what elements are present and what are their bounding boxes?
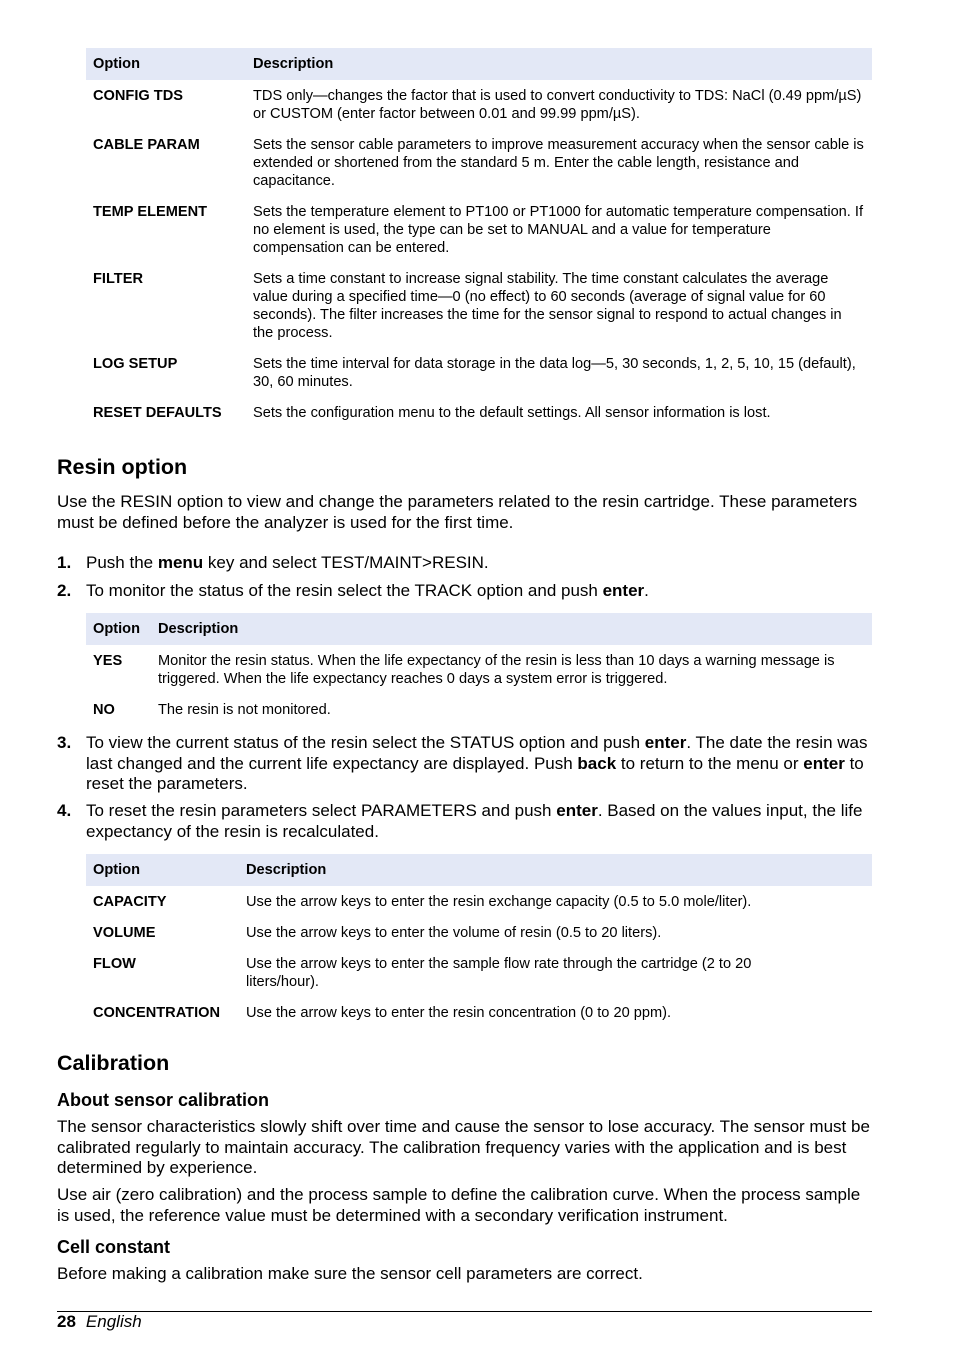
- footer-divider: [57, 1311, 872, 1312]
- option-description: TDS only—changes the factor that is used to convert conductivity to TDS: NaCl (0.49 ppm/µS) or CUSTOM (enter factor between 0.01 and 99.99 ppm/µS).: [253, 88, 862, 122]
- table-header-row: [86, 854, 872, 886]
- option-description: Sets a time constant to increase signal stability. The time constant calculates the average value during a specified time—0 (no effect) to 60 seconds (average of signal value for 60 seconds). The filter increases the time for the sensor signal to respond to actual changes in the process.: [253, 271, 842, 341]
- parameters-options-table: [86, 854, 872, 1029]
- column-header-description: Description: [151, 613, 872, 645]
- cell-constant-heading: Cell constant: [57, 1237, 171, 1257]
- table-header-row: [86, 48, 872, 80]
- step-3: [57, 733, 872, 795]
- column-header-description: Description: [239, 854, 872, 886]
- option-description: Use the arrow keys to enter the sample flow rate through the cartridge (2 to 20 liters/hour).: [246, 956, 752, 990]
- option-name: RESET DEFAULTS: [93, 405, 222, 421]
- step-number: 4.: [57, 801, 72, 820]
- table-row: [86, 886, 872, 918]
- column-header-option: Option: [86, 48, 246, 80]
- key-name-enter: enter: [602, 581, 645, 600]
- table-row: [86, 130, 872, 197]
- option-name: NO: [93, 702, 115, 718]
- key-name-enter: enter: [556, 801, 598, 820]
- option-description: Sets the sensor cable parameters to improve measurement accuracy when the sensor cable is extended or shortened from the standard 5 m. Enter the cable length, resistance and capacitance.: [253, 137, 864, 189]
- option-description: Sets the time interval for data storage in the data log—5, 30 seconds, 1, 2, 5, 10, 15 (default), 30, 60 minutes.: [253, 356, 856, 390]
- option-name: LOG SETUP: [93, 356, 178, 372]
- track-options-table: [86, 613, 872, 726]
- option-description: Monitor the resin status. When the life expectancy of the resin is less than 10 days a warning message is triggered. When the life expectancy reaches 0 days a system error is triggered.: [158, 653, 835, 687]
- option-name: CAPACITY: [93, 894, 167, 910]
- table-header-row: [86, 613, 872, 645]
- step-text: To view the current status of the resin select the STATUS option and push enter. The date the resin was last changed and the current life expectancy are displayed. Push back to return to the menu or enter to reset the parameters.: [86, 733, 868, 793]
- table-row: [86, 398, 872, 429]
- step-text: To reset the resin parameters select PARAMETERS and push enter. Based on the values input, the life expectancy of the resin is recalculated.: [86, 801, 863, 841]
- option-name: YES: [93, 653, 123, 669]
- table-row: [86, 998, 872, 1029]
- step-4: [57, 801, 872, 842]
- option-description: Sets the temperature element to PT100 or PT1000 for automatic temperature compensation. If no element is used, the type can be set to MANUAL and a value for temperature compensation can be entered.: [253, 204, 864, 256]
- about-sensor-calibration-heading: About sensor calibration: [57, 1090, 270, 1110]
- table-row: [86, 949, 872, 998]
- column-header-description: Description: [246, 48, 872, 80]
- option-name: CABLE PARAM: [93, 137, 200, 153]
- option-description: Use the arrow keys to enter the resin concentration (0 to 20 ppm).: [246, 1005, 672, 1021]
- calibration-heading: Calibration: [57, 1051, 170, 1075]
- step-number: 1.: [57, 553, 72, 572]
- footer-language: English: [85, 1312, 142, 1331]
- resin-intro-paragraph: Use the RESIN option to view and change the parameters related to the resin cartridge. These parameters must be defined before the analyzer is used for the first time.: [57, 492, 858, 532]
- config-options-table: [86, 48, 872, 429]
- about-calibration-paragraph-2: Use air (zero calibration) and the process sample to define the calibration curve. When the process sample is used, the reference value must be determined with a secondary verification instrument.: [57, 1185, 861, 1225]
- key-name-enter: enter: [803, 753, 845, 773]
- step-text: Push the menu key and select TEST/MAINT>RESIN.: [86, 553, 489, 572]
- column-header-option: Option: [86, 854, 239, 886]
- table-row: [86, 695, 872, 726]
- table-row: [86, 918, 872, 949]
- option-name: CONFIG TDS: [93, 88, 183, 104]
- about-calibration-paragraph-1: The sensor characteristics slowly shift over time and cause the sensor to lose accuracy. The sensor must be calibrated regularly to maintain accuracy. The calibration frequency varies with the application and is best determined by experience.: [57, 1117, 870, 1177]
- option-name: FLOW: [93, 956, 136, 972]
- option-name: CONCENTRATION: [93, 1005, 221, 1021]
- key-name-enter: enter: [644, 733, 687, 752]
- step-text: To monitor the status of the resin select the TRACK option and push enter.: [86, 581, 649, 600]
- table-row: [86, 645, 872, 695]
- option-name: TEMP ELEMENT: [93, 204, 208, 220]
- step-1: [57, 553, 872, 574]
- option-description: The resin is not monitored.: [158, 702, 331, 718]
- page-footer: [57, 1312, 142, 1332]
- step-number: 3.: [57, 733, 72, 752]
- table-row: [86, 264, 872, 349]
- step-2: [57, 581, 872, 602]
- table-row: [86, 80, 872, 130]
- page-number: 28: [57, 1312, 76, 1331]
- resin-option-heading: Resin option: [57, 455, 188, 479]
- table-row: [86, 349, 872, 398]
- option-description: Use the arrow keys to enter the volume of resin (0.5 to 20 liters).: [246, 925, 662, 941]
- option-name: VOLUME: [93, 925, 156, 941]
- option-description: Use the arrow keys to enter the resin exchange capacity (0.5 to 5.0 mole/liter).: [246, 894, 752, 910]
- key-name-back: back: [577, 753, 617, 773]
- cell-constant-paragraph: Before making a calibration make sure the sensor cell parameters are correct.: [57, 1264, 643, 1283]
- option-name: FILTER: [93, 271, 143, 287]
- column-header-option: Option: [86, 613, 151, 645]
- key-name-menu: menu: [157, 553, 204, 572]
- table-row: [86, 197, 872, 264]
- step-number: 2.: [57, 581, 72, 600]
- option-description: Sets the configuration menu to the default settings. All sensor information is lost.: [253, 405, 771, 421]
